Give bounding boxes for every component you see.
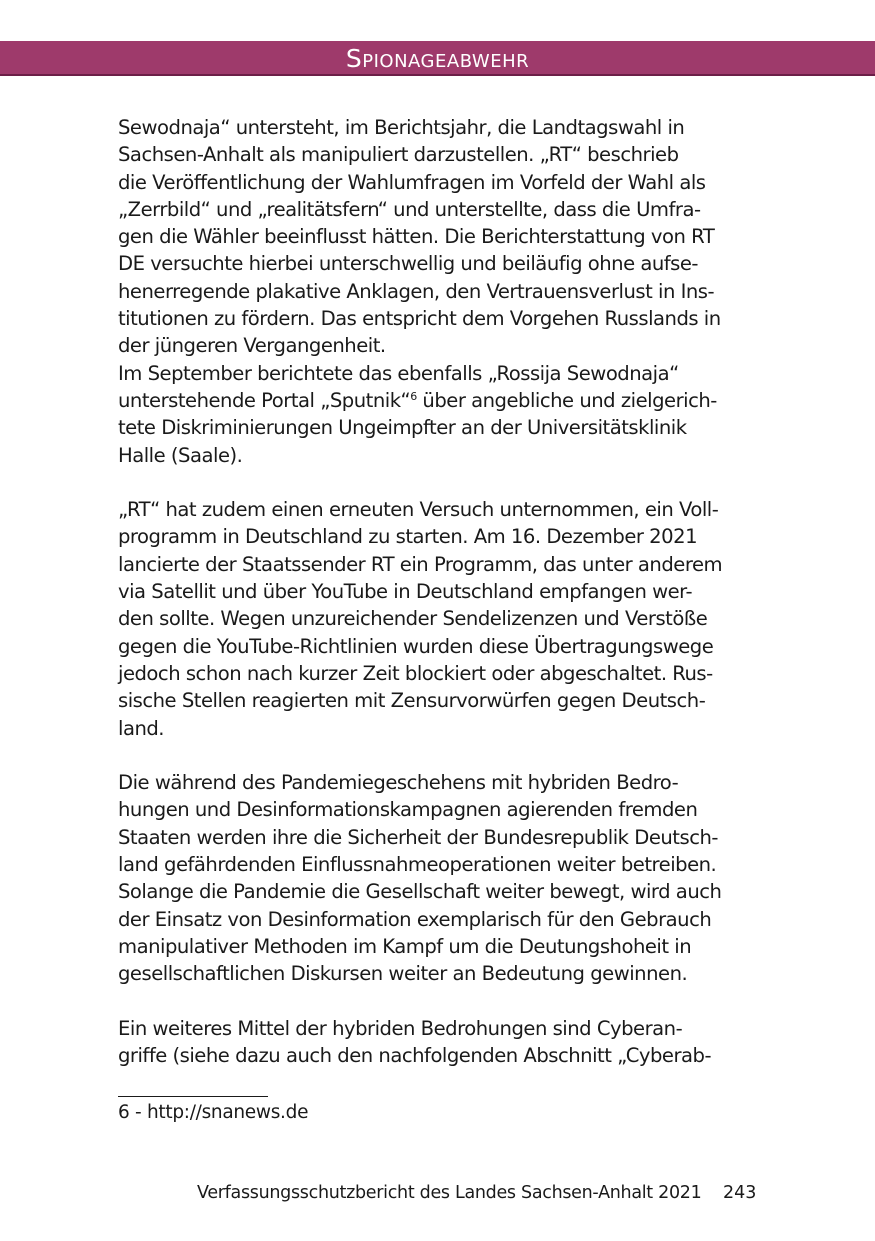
text-line: Staaten werden ihre die Sicherheit der Bundesrepublik Deutsch- [118, 825, 718, 849]
text-line: den sollte. Wegen unzureichender Sendelizenzen und Verstöße [118, 607, 708, 631]
text-line: manipulativer Methoden im Kampf um die Deutungshoheit in [118, 934, 692, 958]
page-number: 243 [723, 1183, 757, 1203]
text-line: tete Diskriminierungen Ungeimpfter an der Universitätsklinik [118, 416, 687, 440]
text-line: land. [118, 716, 165, 740]
text-line: Ein weiteres Mittel der hybriden Bedrohungen sind Cyberan- [118, 1016, 683, 1040]
footnote-reference: 6 [410, 389, 417, 403]
text-line: Im September berichtete das ebenfalls „Rossija Sewodnaja“ [118, 361, 679, 385]
text-line: jedoch schon nach kurzer Zeit blockiert oder abgeschaltet. Rus- [118, 661, 713, 685]
paragraph [118, 769, 758, 987]
text-segment: über angebliche und zielgerich- [416, 388, 717, 412]
paragraph [118, 114, 758, 469]
text-line: DE versuchte hierbei unterschwellig und beiläufig ohne aufse- [118, 252, 699, 276]
text-line: griffe (siehe dazu auch den nachfolgenden Abschnitt „Cyberab- [118, 1044, 712, 1068]
text-line: henerregende plakative Anklagen, den Vertrauensverlust in Ins- [118, 279, 715, 303]
text-line: gesellschaftlichen Diskursen weiter an Bedeutung gewinnen. [118, 962, 688, 986]
text-line: sische Stellen reagierten mit Zensurvorwürfen gegen Deutsch- [118, 689, 706, 713]
text-line: Sewodnaja“ untersteht, im Berichtsjahr, die Landtagswahl in [118, 116, 685, 139]
text-line: der jüngeren Vergangenheit. [118, 334, 386, 358]
text-line [118, 387, 758, 414]
text-segment: unterstehende Portal „Sputnik“ [118, 388, 411, 412]
text-line: die Veröffentlichung der Wahlumfragen im Vorfeld der Wahl als [118, 170, 706, 194]
section-header-band [0, 41, 875, 76]
text-line: „Zerrbild“ und „realitätsfern“ und unterstellte, dass die Umfra- [118, 197, 701, 221]
body-text [118, 114, 758, 1069]
footer-publication-title: Verfassungsschutzbericht des Landes Sachsen-Anhalt 2021 [197, 1183, 702, 1203]
footnote-divider [118, 1096, 268, 1097]
text-line: via Satellit und über YouTube in Deutschland empfangen wer- [118, 580, 693, 604]
text-line: „RT“ hat zudem einen erneuten Versuch unternommen, ein Voll- [118, 498, 719, 522]
text-line: land gefährdenden Einflussnahmeoperationen weiter betreiben. [118, 853, 717, 877]
text-line: gen die Wähler beeinflusst hätten. Die Berichterstattung von RT [118, 225, 715, 249]
paragraph [118, 496, 758, 742]
text-line: Sachsen-Anhalt als manipuliert darzustellen. „RT“ beschrieb [118, 143, 679, 167]
text-line: titutionen zu fördern. Das entspricht dem Vorgehen Russlands in [118, 307, 721, 331]
text-line: Die während des Pandemiegeschehens mit hybriden Bedro- [118, 771, 679, 795]
paragraph-gap [118, 742, 758, 769]
text-line: gegen die YouTube-Richtlinien wurden diese Übertragungswege [118, 634, 714, 658]
paragraph-gap [118, 988, 758, 1015]
text-line: lancierte der Staatssender RT ein Programm, das unter anderem [118, 552, 723, 576]
text-line: hungen und Desinformationskampagnen agierenden fremden [118, 798, 698, 822]
section-title: Spionageabwehr [345, 44, 530, 73]
text-line: programm in Deutschland zu starten. Am 16. Dezember 2021 [118, 525, 698, 549]
paragraph [118, 1015, 758, 1070]
paragraph-gap [118, 469, 758, 496]
footnote: 6 - http://snanews.de [118, 1102, 309, 1123]
text-line: Solange die Pandemie die Gesellschaft weiter bewegt, wird auch [118, 880, 722, 904]
text-line: der Einsatz von Desinformation exemplarisch für den Gebrauch [118, 907, 712, 931]
text-line: Halle (Saale). [118, 443, 243, 467]
